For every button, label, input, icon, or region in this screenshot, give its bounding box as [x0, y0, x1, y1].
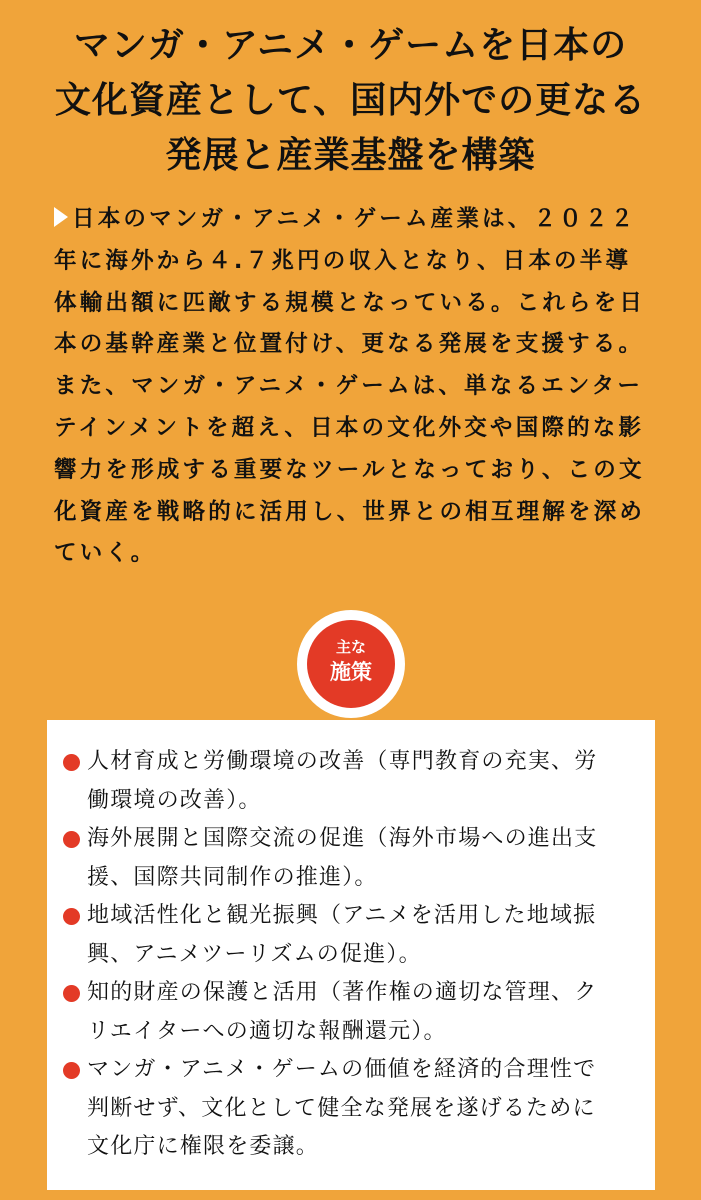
- policy-line: マンガ・アニメ・ゲームの価値を経済的合理性で: [87, 1057, 597, 1082]
- policy-line: 文化庁に権限を委譲。: [87, 1134, 320, 1159]
- lead-line: また、マンガ・アニメ・ゲームは、単なるエンター: [54, 373, 644, 400]
- lead-line: 本の基幹産業と位置付け、更なる発展を支援する。: [54, 331, 645, 358]
- policy-item: [87, 820, 647, 897]
- headline-line: マンガ・アニメ・ゲームを日本の: [73, 25, 628, 66]
- lead-line: テインメントを超え、日本の文化外交や国際的な影: [54, 414, 645, 441]
- lead-paragraph: [54, 199, 654, 575]
- main-policies-badge: [297, 610, 405, 718]
- policy-line: 地域活性化と観光振興（アニメを活用した地域振: [87, 903, 597, 928]
- red-bullet-icon: [63, 831, 80, 848]
- lead-line: 響力を形成する重要なツールとなっており、この文: [54, 456, 645, 483]
- policy-item: [87, 974, 647, 1051]
- lead-line: 年に海外から４.７兆円の収入となり、日本の半導: [54, 247, 632, 274]
- lead-line: 化資産を戦略的に活用し、世界との相互理解を深め: [54, 498, 646, 525]
- policy-item: [87, 743, 647, 820]
- red-bullet-icon: [63, 1062, 80, 1079]
- badge-circle: [307, 620, 395, 708]
- lead-line-first: [54, 199, 654, 241]
- policy-line: 興、アニメツーリズムの促進）。: [87, 941, 422, 967]
- red-bullet-icon: [63, 985, 80, 1002]
- triangle-marker-icon: [54, 207, 68, 227]
- policy-line: 援、国際共同制作の推進）。: [87, 864, 378, 890]
- headline-line: 文化資産として、国内外での更なる: [54, 80, 647, 121]
- policies-panel: [47, 720, 655, 1190]
- headline-line: 発展と産業基盤を構築: [165, 135, 536, 176]
- policy-line: 人材育成と労働環境の改善（専門教育の充実、労: [87, 749, 598, 774]
- headline: [20, 18, 681, 183]
- policy-line: 判断せず、文化として健全な発展を遂げるために: [87, 1095, 596, 1121]
- policy-line: リエイターへの適切な報酬還元）。: [87, 1018, 447, 1044]
- policy-item: [87, 897, 647, 974]
- policy-line: 知的財産の保護と活用（著作権の適切な管理、ク: [87, 980, 598, 1005]
- lead-line-text: 日本のマンガ・アニメ・ゲーム産業は、２０２２: [72, 206, 637, 232]
- policy-item: [87, 1051, 647, 1167]
- policy-line: 海外展開と国際交流の促進（海外市場への進出支: [87, 826, 598, 851]
- badge-big-label: 施策: [330, 660, 372, 684]
- lead-line: ていく。: [54, 540, 157, 567]
- badge-small-label: 主な: [335, 638, 366, 656]
- red-bullet-icon: [63, 754, 80, 771]
- red-bullet-icon: [63, 908, 80, 925]
- lead-line: 体輸出額に匹敵する規模となっている。これらを日: [54, 289, 646, 316]
- policy-line: 働環境の改善）。: [87, 787, 262, 813]
